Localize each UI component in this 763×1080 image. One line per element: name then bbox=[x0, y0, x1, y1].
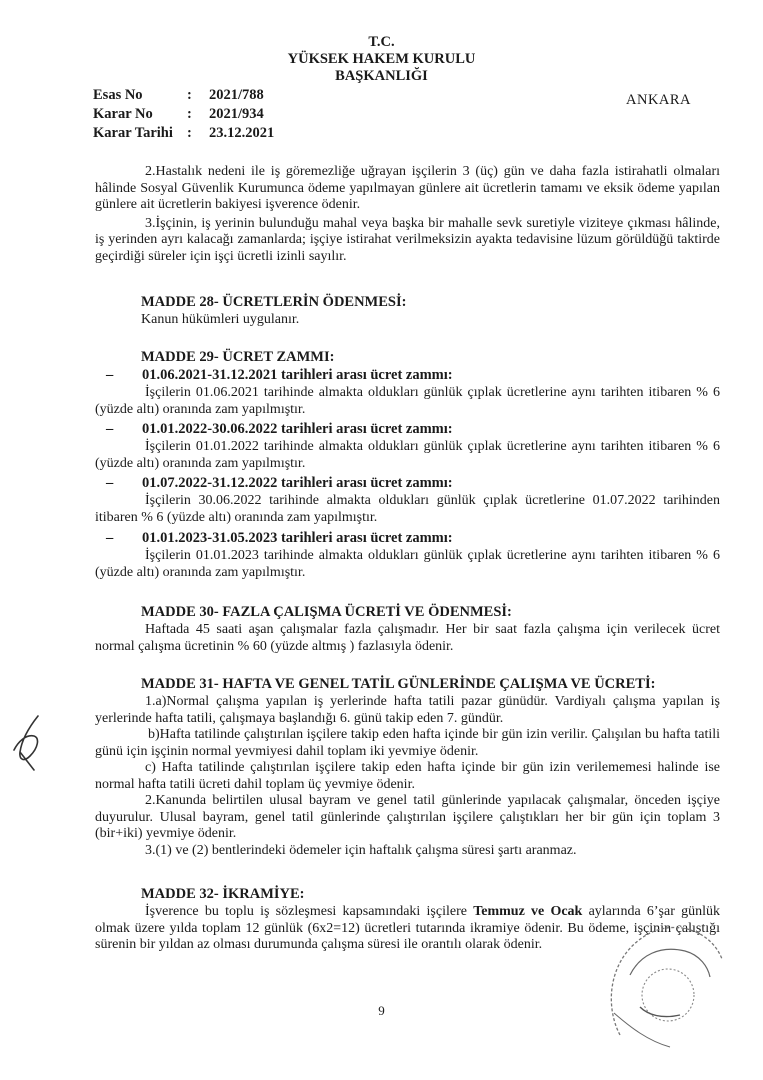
header-institution: YÜKSEK HAKEM KURULU bbox=[287, 51, 476, 67]
intro-section bbox=[95, 164, 720, 265]
header-tc: T.C. bbox=[368, 34, 395, 50]
article-31-para-2: 2.Kanunda belirtilen ulusal bayram ve genel tatil günlerinde yapılacak çalışmalar, önceden işçiye duyurulur. Ulusal bayram, genel tatil günlerinde çalıştırılan işçilere çalıştıkları her bir gün için toplam 3 (bir+iki) yevmiye ödenir. bbox=[95, 793, 720, 841]
article-31-title: MADDE 31- HAFTA VE GENEL TATİL GÜNLERİNDE ÇALIŞMA VE ÜCRETİ: bbox=[141, 676, 656, 692]
raise-period-4-title: – 01.01.2023-31.05.2023 tarihleri arası ücret zammı: bbox=[106, 530, 453, 546]
tarih-label: Karar Tarihi bbox=[93, 125, 173, 141]
article-31-para-1b: b)Hafta tatilinde çalıştırılan işçilere takip eden hafta içinde bir gün izin verilir. Çalışılan bu hafta tatili günü için işçinin normal yevmiyesi dahil toplam iki yevmiye ödenir. bbox=[95, 727, 720, 759]
colon: : bbox=[187, 125, 192, 141]
intro-paragraph-2: 2.Hastalık nedeni ile iş göremezliğe uğrayan işçilerin 3 (üç) gün ve daha fazla istirahatli olmaları hâlinde Sosyal Güvenlik Kurumunca ödeme yapılmayan günlere ait ücretlerin tamamı ve eksik ödeme yapılan günlere ait ücretlerin bakiyesi işverence ödenir. bbox=[95, 164, 720, 212]
header-presidency: BAŞKANLIĞI bbox=[335, 68, 428, 84]
article-31-para-1a: 1.a)Normal çalışma yapılan iş yerlerinde hafta tatili pazar günüdür. Vardiyalı çalışma yapılan iş yerlerinde hafta tatili, çalışmaya başlandığı 6. günü takip eden 7. gündür. bbox=[95, 694, 720, 726]
city-name: ANKARA bbox=[626, 92, 692, 108]
article-28-title: MADDE 28- ÜCRETLERİN ÖDENMESİ: bbox=[141, 294, 407, 310]
intro-paragraph-3: 3.İşçinin, iş yerinin bulunduğu mahal veya başka bir mahalle sevk suretiyle viziteye çıkması hâlinde, iş yerinden ayrı kalacağı zamanlarda; işçiye istirahat verilmeksizin ayakta tedavisine lüzum görüldüğü taktirde geçirdiği süreler için işçi ücretli izinli sayılır. bbox=[95, 215, 720, 264]
raise-period-3-text: İşçilerin 30.06.2022 tarihinde almakta oldukları günlük çıplak ücretlerine 01.07.2022 tarihinden itibaren % 6 (yüzde altı) oranında zam yapılmıştır. bbox=[95, 493, 720, 525]
margin-signature bbox=[8, 712, 52, 781]
case-meta bbox=[93, 86, 274, 143]
esas-label: Esas No bbox=[93, 87, 143, 103]
raise-period-3-title: – 01.07.2022-31.12.2022 tarihleri arası ücret zammı: bbox=[106, 475, 453, 491]
tarih-value: 23.12.2021 bbox=[209, 125, 275, 141]
karar-value: 2021/934 bbox=[209, 106, 264, 122]
article-31-section bbox=[95, 694, 720, 859]
colon: : bbox=[187, 87, 192, 103]
article-28-text: Kanun hükümleri uygulanır. bbox=[141, 312, 300, 327]
article-32-text: İşverence bu toplu iş sözleşmesi kapsamındaki işçilere Temmuz ve Ocak aylarında 6’şar günlük olmak üzere yılda toplam 12 günlük (6x2=12) ücretleri tutarında ikramiye ödenir. Bu ödeme, işçinin çalıştığı sürenin bir yıldan az olması durumunda çalışma süresi ile orantılı olarak ödenir. bbox=[95, 904, 720, 952]
raise-period-1-title: – 01.06.2021-31.12.2021 tarihleri arası ücret zammı: bbox=[106, 367, 453, 383]
article-32-title: MADDE 32- İKRAMİYE: bbox=[141, 886, 305, 902]
karar-label: Karar No bbox=[93, 106, 153, 122]
esas-value: 2021/788 bbox=[209, 87, 264, 103]
official-stamp bbox=[600, 915, 730, 1060]
article-31-para-3: 3.(1) ve (2) bentlerindeki ödemeler için haftalık çalışma süresi şartı aranmaz. bbox=[145, 842, 577, 858]
article-30-title: MADDE 30- FAZLA ÇALIŞMA ÜCRETİ VE ÖDENMESİ: bbox=[141, 604, 512, 620]
article-30-text: Haftada 45 saati aşan çalışmalar fazla çalışmadır. Her bir saat fazla çalışma için verilecek ücret normal çalışma ücretinin % 60 (yüzde altmış ) fazlasıyla ödenir. bbox=[95, 622, 720, 654]
raise-period-2-text: İşçilerin 01.01.2022 tarihinde almakta oldukları günlük çıplak ücretlerine aynı tarihten itibaren % 6 (yüzde altı) oranında zam yapılmıştır. bbox=[95, 439, 720, 471]
raise-period-2-title: – 01.01.2022-30.06.2022 tarihleri arası ücret zammı: bbox=[106, 421, 453, 437]
colon: : bbox=[187, 106, 192, 122]
article-31-para-1c: c) Hafta tatilinde çalıştırılan işçilere takip eden hafta içinde bir gün izin verilememesi halinde ise normal hafta tatili ücreti dahil toplam üç yevmiye ödenir. bbox=[95, 760, 720, 792]
page-number: 9 bbox=[378, 1003, 385, 1018]
raise-period-1-text: İşçilerin 01.06.2021 tarihinde almakta oldukları günlük çıplak ücretlerine aynı tarihten itibaren % 6 (yüzde altı) oranında zam yapılmıştır. bbox=[95, 385, 720, 417]
article-29-title: MADDE 29- ÜCRET ZAMMI: bbox=[141, 349, 335, 365]
raise-period-4-text: İşçilerin 01.01.2023 tarihinde almakta oldukları günlük çıplak ücretlerine aynı tarihten itibaren % 6 (yüzde altı) oranında zam yapılmıştır. bbox=[95, 548, 720, 580]
